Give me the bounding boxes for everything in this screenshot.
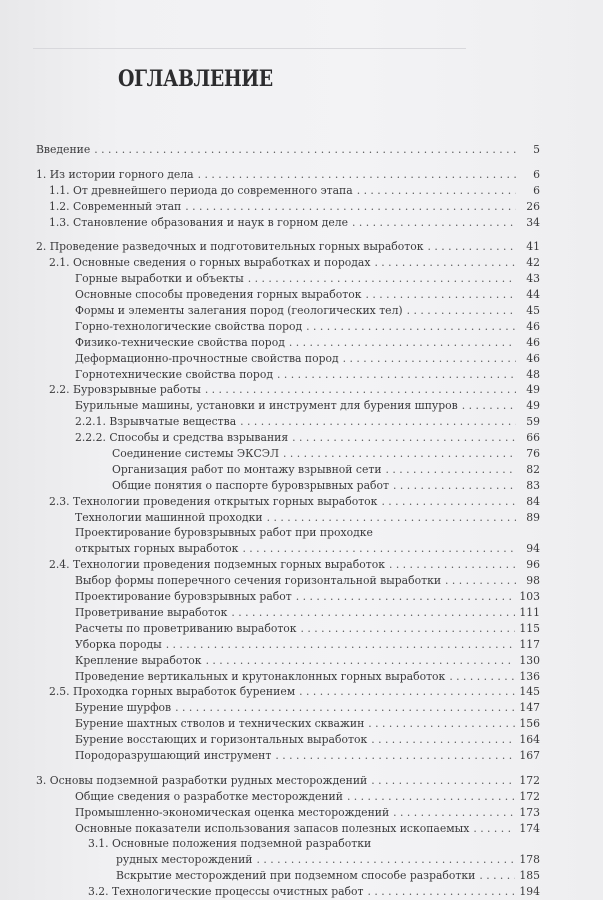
leader-dots — [428, 239, 517, 255]
toc-entry-label: открытых горных выработок — [75, 542, 239, 556]
leader-dots — [306, 319, 516, 335]
toc-entry — [36, 167, 540, 183]
toc-entry-page: 46 — [526, 351, 540, 365]
toc-entry-page: 59 — [526, 415, 540, 429]
toc-entry-label: Проведение вертикальных и крутонаклонных горных выработок — [75, 669, 446, 683]
toc-entry-page: 117 — [519, 637, 540, 651]
toc-entry — [36, 478, 540, 494]
toc-entry-page: 173 — [519, 805, 540, 819]
toc-entry-label: Организация работ по монтажу взрывной сети — [112, 462, 382, 476]
leader-dots — [352, 215, 516, 231]
toc-entry-page: 96 — [526, 558, 540, 572]
toc-entry-label: Выбор формы поперечного сечения горизонтальной выработки — [75, 574, 442, 588]
leader-dots — [371, 773, 515, 789]
toc-entry-page: 156 — [519, 717, 540, 731]
toc-entry-label: Деформационно-прочностные свойства пород — [75, 351, 339, 365]
toc-entry-page: 174 — [519, 821, 540, 835]
toc-entry-page: 130 — [519, 653, 540, 667]
toc-entry-page: 5 — [533, 143, 540, 156]
toc-entry-page: 115 — [519, 621, 540, 635]
toc-entry — [36, 621, 540, 637]
leader-dots — [347, 789, 515, 805]
toc-entry-page: 172 — [519, 789, 540, 803]
toc-entry-label: 1.1. От древнейшего периода до современного этапа — [49, 183, 353, 197]
toc-entry-label: 2.2.1. Взрывчатые вещества — [75, 415, 237, 429]
toc-entry-page: 41 — [526, 240, 540, 254]
toc-entry — [36, 446, 540, 462]
toc-entry-page: 76 — [526, 447, 540, 461]
toc-entry-label: 3. Основы подземной разработки рудных месторождений — [36, 773, 368, 787]
toc-entry-label: Вскрытие месторождений при подземном способе разработки — [116, 869, 476, 883]
toc-entry-label: Бурильные машины, установки и инструмент для бурения шпуров — [75, 399, 458, 413]
toc-entry — [36, 510, 540, 526]
toc-entry-label: Горнотехнические свойства пород — [75, 367, 273, 381]
leader-dots — [198, 167, 516, 183]
toc-entry-label: Промышленно-экономическая оценка месторождений — [75, 805, 390, 819]
toc-entry — [36, 287, 540, 303]
toc-entry-page: 49 — [526, 399, 540, 413]
toc-entry-label: Технологии машинной проходки — [75, 510, 263, 524]
toc-entry — [36, 430, 540, 446]
toc-entry-page: 103 — [519, 590, 540, 604]
toc-entry-page: 167 — [519, 748, 540, 762]
toc-entry — [36, 367, 540, 383]
toc-entry-page: 44 — [526, 288, 540, 302]
toc-entry-label: 2. Проведение разведочных и подготовительных горных выработок — [36, 240, 424, 254]
toc-entry — [36, 414, 540, 430]
leader-dots — [166, 637, 516, 653]
toc-entry-label: Введение — [36, 143, 91, 156]
toc-entry-page: 172 — [519, 773, 540, 787]
leader-dots — [240, 414, 516, 430]
leader-dots — [371, 732, 515, 748]
toc-entry-page: 164 — [519, 733, 540, 747]
toc-entry-label: 1. Из истории горного дела — [36, 167, 194, 181]
toc-entry-label: 2.2. Буровзрывные работы — [49, 383, 201, 397]
toc-entry — [36, 653, 540, 669]
toc-entry-label: 3.2. Технологические процессы очистных работ — [88, 885, 364, 899]
toc-entry-label: Основные способы проведения горных выработок — [75, 288, 362, 302]
leader-dots — [275, 748, 515, 764]
bleed-through-rule — [33, 48, 466, 49]
toc-entry — [36, 398, 540, 414]
toc-entry — [36, 605, 540, 621]
toc-entry-page: 98 — [526, 574, 540, 588]
toc-entry — [36, 239, 540, 255]
toc-entry — [36, 669, 540, 685]
leader-dots — [368, 884, 516, 900]
leader-dots — [242, 541, 516, 557]
toc-entry-page: 66 — [526, 431, 540, 445]
toc-entry-page: 194 — [519, 885, 540, 899]
toc-entry-page: 34 — [526, 215, 540, 229]
leader-dots — [296, 589, 516, 605]
leader-dots — [248, 271, 516, 287]
toc-entry — [36, 573, 540, 589]
toc-entry-label: Соединение системы ЭКСЭЛ — [112, 447, 280, 461]
toc-entry — [36, 789, 540, 805]
toc-entry — [36, 868, 540, 884]
toc-entry — [36, 142, 540, 158]
leader-dots — [365, 287, 516, 303]
toc-entry-label: Бурение восстающих и горизонтальных выработок — [75, 733, 368, 747]
leader-dots — [473, 821, 515, 837]
toc-entry — [36, 589, 540, 605]
leader-dots — [301, 621, 516, 637]
toc-entry — [36, 821, 540, 837]
toc-entry-page: 185 — [519, 869, 540, 883]
leader-dots — [407, 303, 516, 319]
leader-dots — [449, 669, 515, 685]
toc-entry-page: 178 — [519, 853, 540, 867]
toc-entry-label: Крепление выработок — [75, 653, 202, 667]
leader-dots — [267, 510, 516, 526]
toc-entry — [36, 637, 540, 653]
toc-entry — [36, 716, 540, 732]
toc-entry-page: 94 — [526, 542, 540, 556]
leader-dots — [381, 494, 516, 510]
toc-entry-page: 49 — [526, 383, 540, 397]
toc-entry — [36, 852, 540, 868]
leader-dots — [368, 716, 515, 732]
toc-entry — [36, 462, 540, 478]
toc-entry — [36, 748, 540, 764]
toc-entry — [36, 215, 540, 231]
leader-dots — [393, 805, 515, 821]
leader-dots — [175, 700, 515, 716]
toc-entry-page: 89 — [526, 510, 540, 524]
toc-entry-page: 45 — [526, 304, 540, 318]
toc-entry-page: 147 — [519, 701, 540, 715]
toc-entry — [36, 199, 540, 215]
toc-entry-page: 46 — [526, 319, 540, 333]
toc-entry — [36, 557, 540, 573]
toc-entry-label: 2.5. Проходка горных выработок бурением — [49, 685, 296, 699]
toc-entry — [36, 351, 540, 367]
toc-entry — [36, 773, 540, 789]
toc-entry-page: 83 — [526, 478, 540, 492]
toc-entry — [36, 183, 540, 199]
toc-entry-page: 6 — [533, 167, 540, 181]
toc-entry-page: 84 — [526, 494, 540, 508]
toc-entry-label: рудных месторождений — [116, 853, 253, 867]
toc-entry — [36, 805, 540, 821]
leader-dots — [94, 142, 516, 158]
page-title: ОГЛАВЛЕНИЕ — [118, 66, 273, 92]
leader-dots — [357, 183, 516, 199]
toc-entry — [36, 884, 540, 900]
toc-entry-page: 6 — [533, 183, 540, 197]
toc-entry-page: 26 — [526, 199, 540, 213]
toc-entry-page: 145 — [519, 685, 540, 699]
toc-entry-label: Бурение шурфов — [75, 701, 172, 715]
leader-dots — [389, 557, 516, 573]
toc-entry-label: 2.1. Основные сведения о горных выработках и породах — [49, 256, 371, 270]
toc-entry-label: Горно-технологические свойства пород — [75, 319, 303, 333]
toc-entry-label: 1.3. Становление образования и наук в горном деле — [49, 215, 349, 229]
leader-dots — [231, 605, 515, 621]
table-of-contents — [36, 142, 540, 900]
toc-entry-label: Горные выработки и объекты — [75, 272, 244, 286]
toc-entry-label: Проветривание выработок — [75, 605, 228, 619]
toc-entry — [36, 836, 540, 852]
leader-dots — [479, 868, 515, 884]
toc-entry-label: Основные показатели использования запасов полезных ископаемых — [75, 821, 470, 835]
toc-entry — [36, 541, 540, 557]
toc-entry — [36, 271, 540, 287]
toc-entry-page: 46 — [526, 335, 540, 349]
toc-entry-label: 2.3. Технологии проведения открытых горных выработок — [49, 494, 378, 508]
leader-dots — [343, 351, 516, 367]
toc-entry-page: 43 — [526, 272, 540, 286]
toc-entry-label: Расчеты по проветриванию выработок — [75, 621, 297, 635]
toc-entry — [36, 732, 540, 748]
toc-entry-page: 136 — [519, 669, 540, 683]
leader-dots — [445, 573, 516, 589]
toc-entry-label: 3.1. Основные положения подземной разработки — [88, 837, 372, 851]
toc-entry-page: 48 — [526, 367, 540, 381]
leader-dots — [299, 684, 515, 700]
leader-dots — [283, 446, 516, 462]
leader-dots — [374, 255, 516, 271]
toc-entry-label: 1.2. Современный этап — [49, 199, 182, 213]
leader-dots — [277, 367, 516, 383]
toc-entry-page: 111 — [519, 605, 540, 619]
toc-entry-page: 82 — [526, 462, 540, 476]
toc-entry — [36, 335, 540, 351]
toc-entry-label: Уборка породы — [75, 637, 162, 651]
toc-entry — [36, 319, 540, 335]
toc-entry-label: 2.4. Технологии проведения подземных горных выработок — [49, 558, 385, 572]
leader-dots — [462, 398, 516, 414]
leader-dots — [257, 852, 516, 868]
leader-dots — [292, 430, 516, 446]
leader-dots — [289, 335, 516, 351]
toc-entry-label: 2.2.2. Способы и средства взрывания — [75, 431, 289, 445]
toc-entry — [36, 494, 540, 510]
leader-dots — [206, 653, 516, 669]
leader-dots — [205, 382, 516, 398]
toc-entry-label: Бурение шахтных стволов и технических скважин — [75, 717, 365, 731]
toc-entry — [36, 303, 540, 319]
toc-entry — [36, 382, 540, 398]
toc-entry-label: Общие понятия о паспорте буровзрывных работ — [112, 478, 389, 492]
toc-entry — [36, 255, 540, 271]
toc-entry — [36, 525, 540, 541]
toc-entry-page: 42 — [526, 256, 540, 270]
toc-entry-label: Проектирование буровзрывных работ при проходке — [75, 526, 373, 540]
toc-entry-label: Формы и элементы залегания пород (геологических тел) — [75, 304, 403, 318]
toc-entry-label: Общие сведения о разработке месторождений — [75, 789, 343, 803]
toc-entry — [36, 684, 540, 700]
leader-dots — [386, 462, 516, 478]
leader-dots — [393, 478, 516, 494]
toc-entry — [36, 700, 540, 716]
toc-entry-label: Проектирование буровзрывных работ — [75, 590, 292, 604]
toc-entry-label: Породоразрушающий инструмент — [75, 748, 272, 762]
leader-dots — [185, 199, 516, 215]
toc-entry-label: Физико-технические свойства пород — [75, 335, 285, 349]
